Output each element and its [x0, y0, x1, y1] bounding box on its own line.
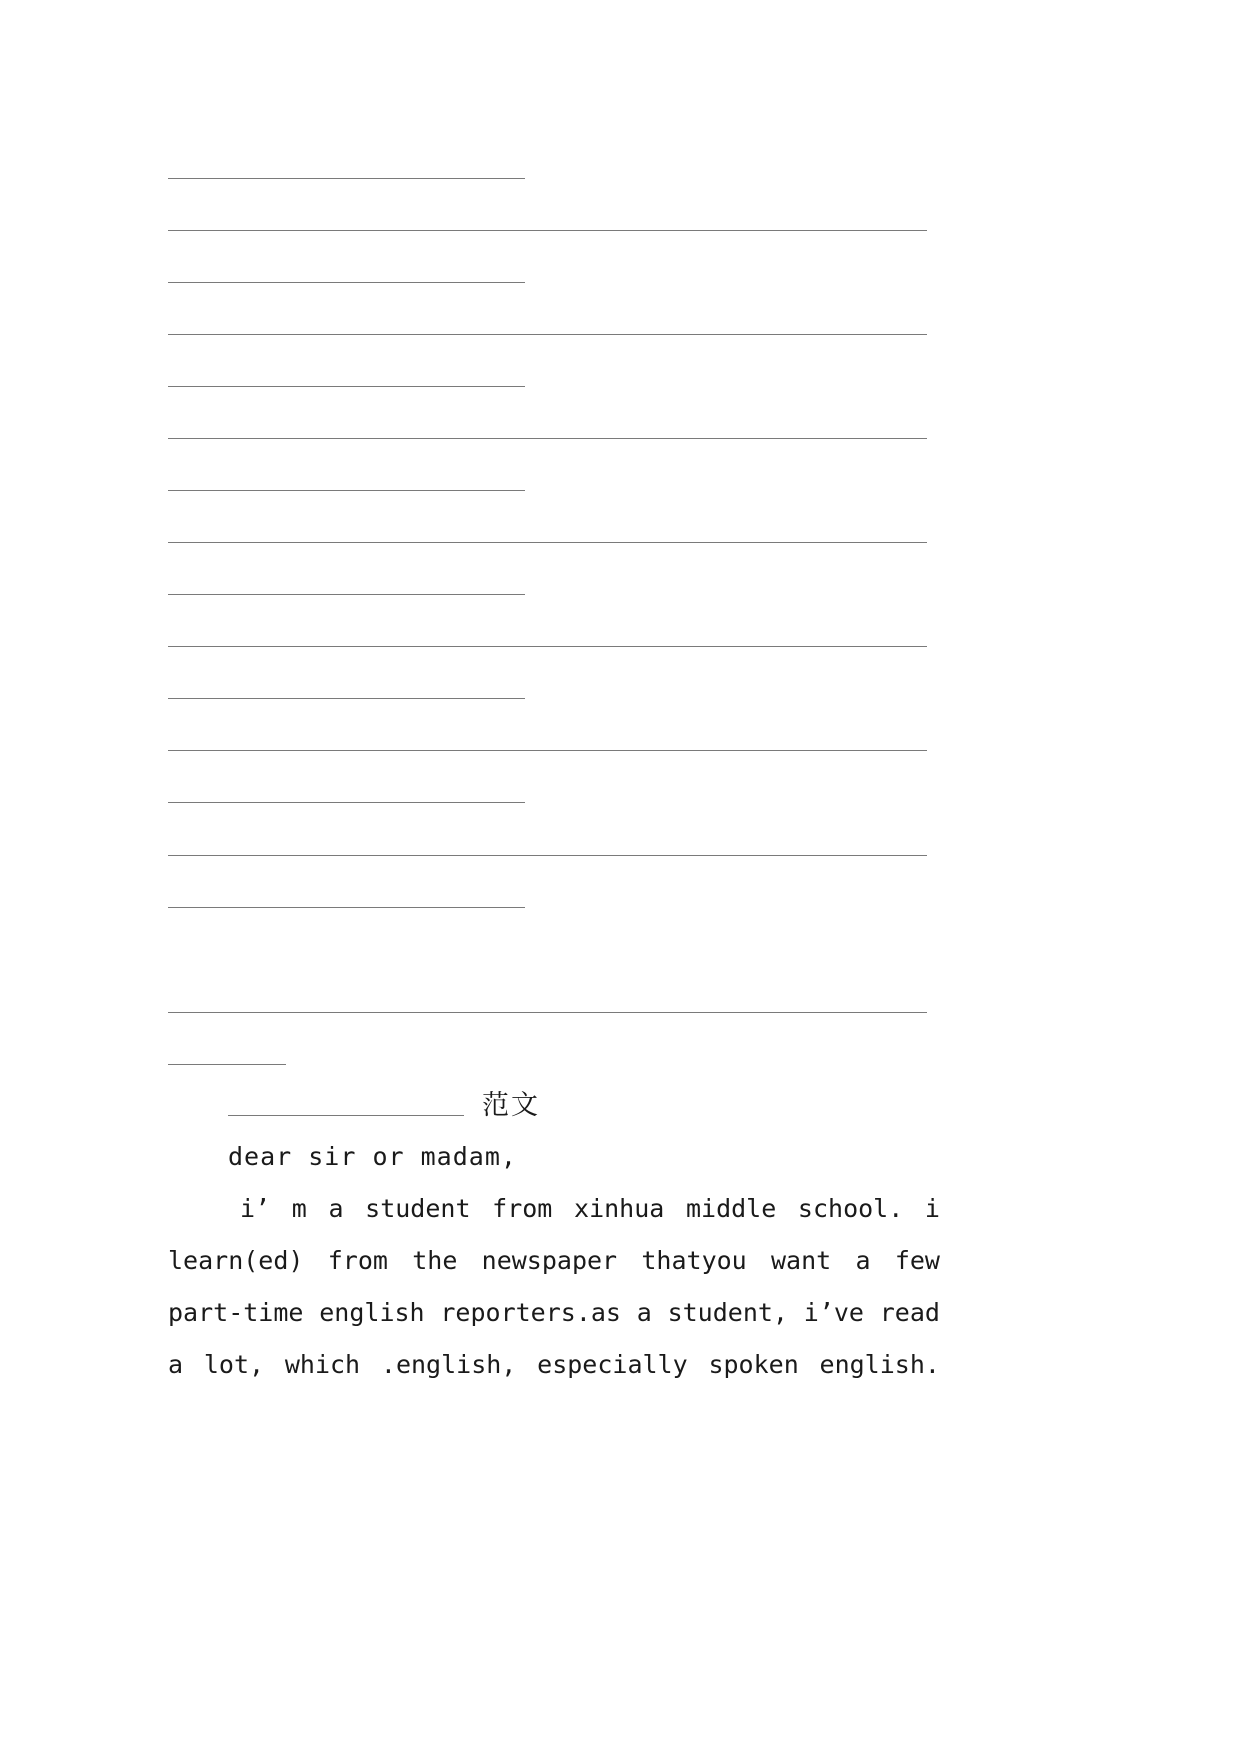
answer-blank-line — [168, 646, 927, 647]
word: i’ve — [803, 1298, 864, 1327]
answer-blank-line — [168, 490, 525, 491]
answer-blank-line — [168, 594, 525, 595]
word: from — [492, 1194, 553, 1223]
answer-blank-line — [168, 802, 525, 803]
word: few — [894, 1246, 940, 1275]
word: the — [412, 1246, 458, 1275]
word: english — [319, 1298, 425, 1327]
word: student — [365, 1194, 471, 1223]
answer-blank-line — [168, 907, 525, 908]
word: reporters.as — [440, 1298, 621, 1327]
word: which — [284, 1350, 361, 1379]
word: a — [636, 1298, 652, 1327]
paragraph-line — [240, 1192, 940, 1226]
word: a — [855, 1246, 871, 1275]
word: i’ — [240, 1194, 271, 1223]
answer-blank-line — [168, 438, 927, 439]
answer-blank-line — [168, 855, 927, 856]
answer-blank-line — [168, 386, 525, 387]
word: want — [771, 1246, 832, 1275]
paragraph-line — [168, 1348, 940, 1382]
word: a — [328, 1194, 344, 1223]
word: .english, — [380, 1350, 517, 1379]
word: english. — [819, 1350, 940, 1379]
word: middle — [685, 1194, 777, 1223]
word: school. — [797, 1194, 904, 1223]
word: a — [168, 1350, 184, 1379]
word: student, — [667, 1298, 788, 1327]
answer-blank-line — [168, 230, 927, 231]
answer-blank-line — [168, 542, 927, 543]
answer-blank-line — [168, 178, 525, 179]
word: from — [327, 1246, 388, 1275]
word: i — [924, 1194, 940, 1223]
word: read — [879, 1298, 940, 1327]
answer-blank-line — [168, 1064, 286, 1065]
sample-essay-heading — [228, 1086, 540, 1126]
answer-blank-line — [168, 698, 525, 699]
paragraph-line — [168, 1296, 940, 1330]
answer-blank-line — [168, 1012, 927, 1013]
paragraph-line — [168, 1244, 940, 1278]
answer-blank-line — [168, 282, 525, 283]
word: learn(ed) — [168, 1246, 304, 1275]
word: especially — [537, 1350, 688, 1379]
heading-title: 范文 — [482, 1090, 540, 1121]
salutation: dear sir or madam, — [228, 1142, 517, 1171]
answer-blank-line — [168, 750, 927, 751]
word: newspaper — [481, 1246, 618, 1275]
word: part-time — [168, 1298, 304, 1327]
word: xinhua — [574, 1194, 665, 1223]
word: spoken — [708, 1350, 799, 1379]
word: thatyou — [641, 1246, 747, 1275]
answer-blank-line — [168, 334, 927, 335]
word: m — [291, 1194, 307, 1223]
word: lot, — [203, 1350, 265, 1379]
heading-blank-line — [228, 1115, 464, 1116]
